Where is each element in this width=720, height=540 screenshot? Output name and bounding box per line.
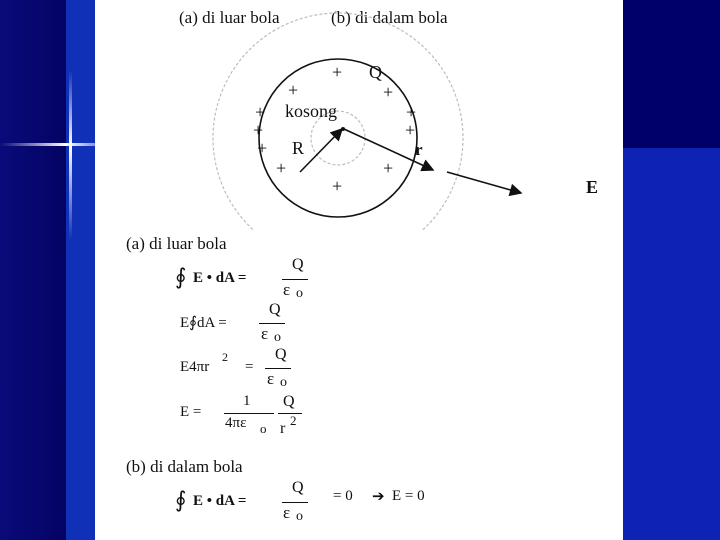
document-page bbox=[95, 0, 623, 540]
plus-sign: + bbox=[253, 120, 264, 140]
section-b-title: (b) di dalam bola bbox=[126, 457, 243, 476]
equation-2-denominator-sub: o bbox=[274, 330, 281, 345]
plus-sign: + bbox=[276, 158, 287, 178]
arrow-icon: ➔ bbox=[372, 489, 385, 505]
equation-4-lhs: E = bbox=[180, 404, 202, 420]
right-background-bottom bbox=[623, 148, 720, 540]
equation-3-numerator: Q bbox=[275, 346, 287, 363]
section-a-title: (a) di luar bola bbox=[126, 234, 227, 253]
equation-1-numerator: Q bbox=[292, 256, 304, 273]
equation-2-lhs: E∮dA = bbox=[180, 315, 227, 331]
gaussian-surface-outer bbox=[213, 13, 463, 230]
equation-2-denominator: ε bbox=[261, 324, 269, 343]
plus-sign: + bbox=[383, 158, 394, 178]
equation-4-denominator-1: 4πε bbox=[225, 415, 247, 431]
plus-sign: + bbox=[383, 82, 394, 102]
right-background-top bbox=[623, 0, 720, 148]
equation-b-rhs-field: E = 0 bbox=[392, 488, 425, 504]
charge-label: Q bbox=[369, 62, 382, 82]
equation-4-denominator-2-exponent: 2 bbox=[290, 413, 297, 428]
sphere-figure bbox=[95, 0, 623, 230]
equation-b-lhs: E • dA = bbox=[193, 493, 247, 509]
equation-3-exponent: 2 bbox=[222, 350, 228, 364]
equation-b-denominator: ε bbox=[283, 503, 291, 522]
plus-sign: + bbox=[255, 102, 266, 122]
plus-sign: + bbox=[288, 80, 299, 100]
plus-sign: + bbox=[257, 138, 268, 158]
field-line bbox=[447, 172, 521, 193]
plus-sign: + bbox=[332, 176, 343, 196]
equation-b-numerator: Q bbox=[292, 479, 304, 496]
equation-1-denominator: ε bbox=[283, 280, 291, 299]
integral-symbol: ∮ bbox=[175, 264, 187, 289]
distance-label: r bbox=[415, 140, 423, 159]
equation-3-denominator: ε bbox=[267, 369, 275, 388]
equation-3-equals: = bbox=[245, 359, 254, 375]
sparkle-vertical bbox=[69, 70, 72, 240]
equation-2-numerator: Q bbox=[269, 301, 281, 318]
center-label: kosong bbox=[285, 101, 338, 121]
field-label: E bbox=[586, 177, 599, 197]
equation-3-denominator-sub: o bbox=[280, 375, 287, 390]
fraction-bar bbox=[224, 413, 274, 414]
equation-4-numerator-1: 1 bbox=[243, 393, 251, 409]
sparkle-horizontal bbox=[0, 143, 110, 146]
equation-3-lhs: E4πr bbox=[180, 359, 210, 375]
radius-line bbox=[300, 129, 342, 172]
equation-4-denominator-1-sub: o bbox=[260, 421, 267, 436]
plus-sign: + bbox=[405, 120, 416, 140]
equation-4-denominator-2: r bbox=[280, 420, 286, 437]
header-case-a: (a) di luar bola bbox=[179, 8, 280, 27]
plus-sign: + bbox=[332, 62, 343, 82]
equation-1-lhs: E • dA = bbox=[193, 270, 247, 286]
radius-label: R bbox=[292, 138, 305, 158]
equation-b-denominator-sub: o bbox=[296, 509, 303, 524]
integral-symbol: ∮ bbox=[175, 487, 187, 512]
header-case-b: (b) di dalam bola bbox=[331, 8, 448, 27]
equation-4-numerator-2: Q bbox=[283, 393, 295, 410]
plus-sign: + bbox=[406, 102, 417, 122]
equation-1-denominator-sub: o bbox=[296, 286, 303, 301]
equation-b-rhs-zero: = 0 bbox=[333, 488, 353, 504]
